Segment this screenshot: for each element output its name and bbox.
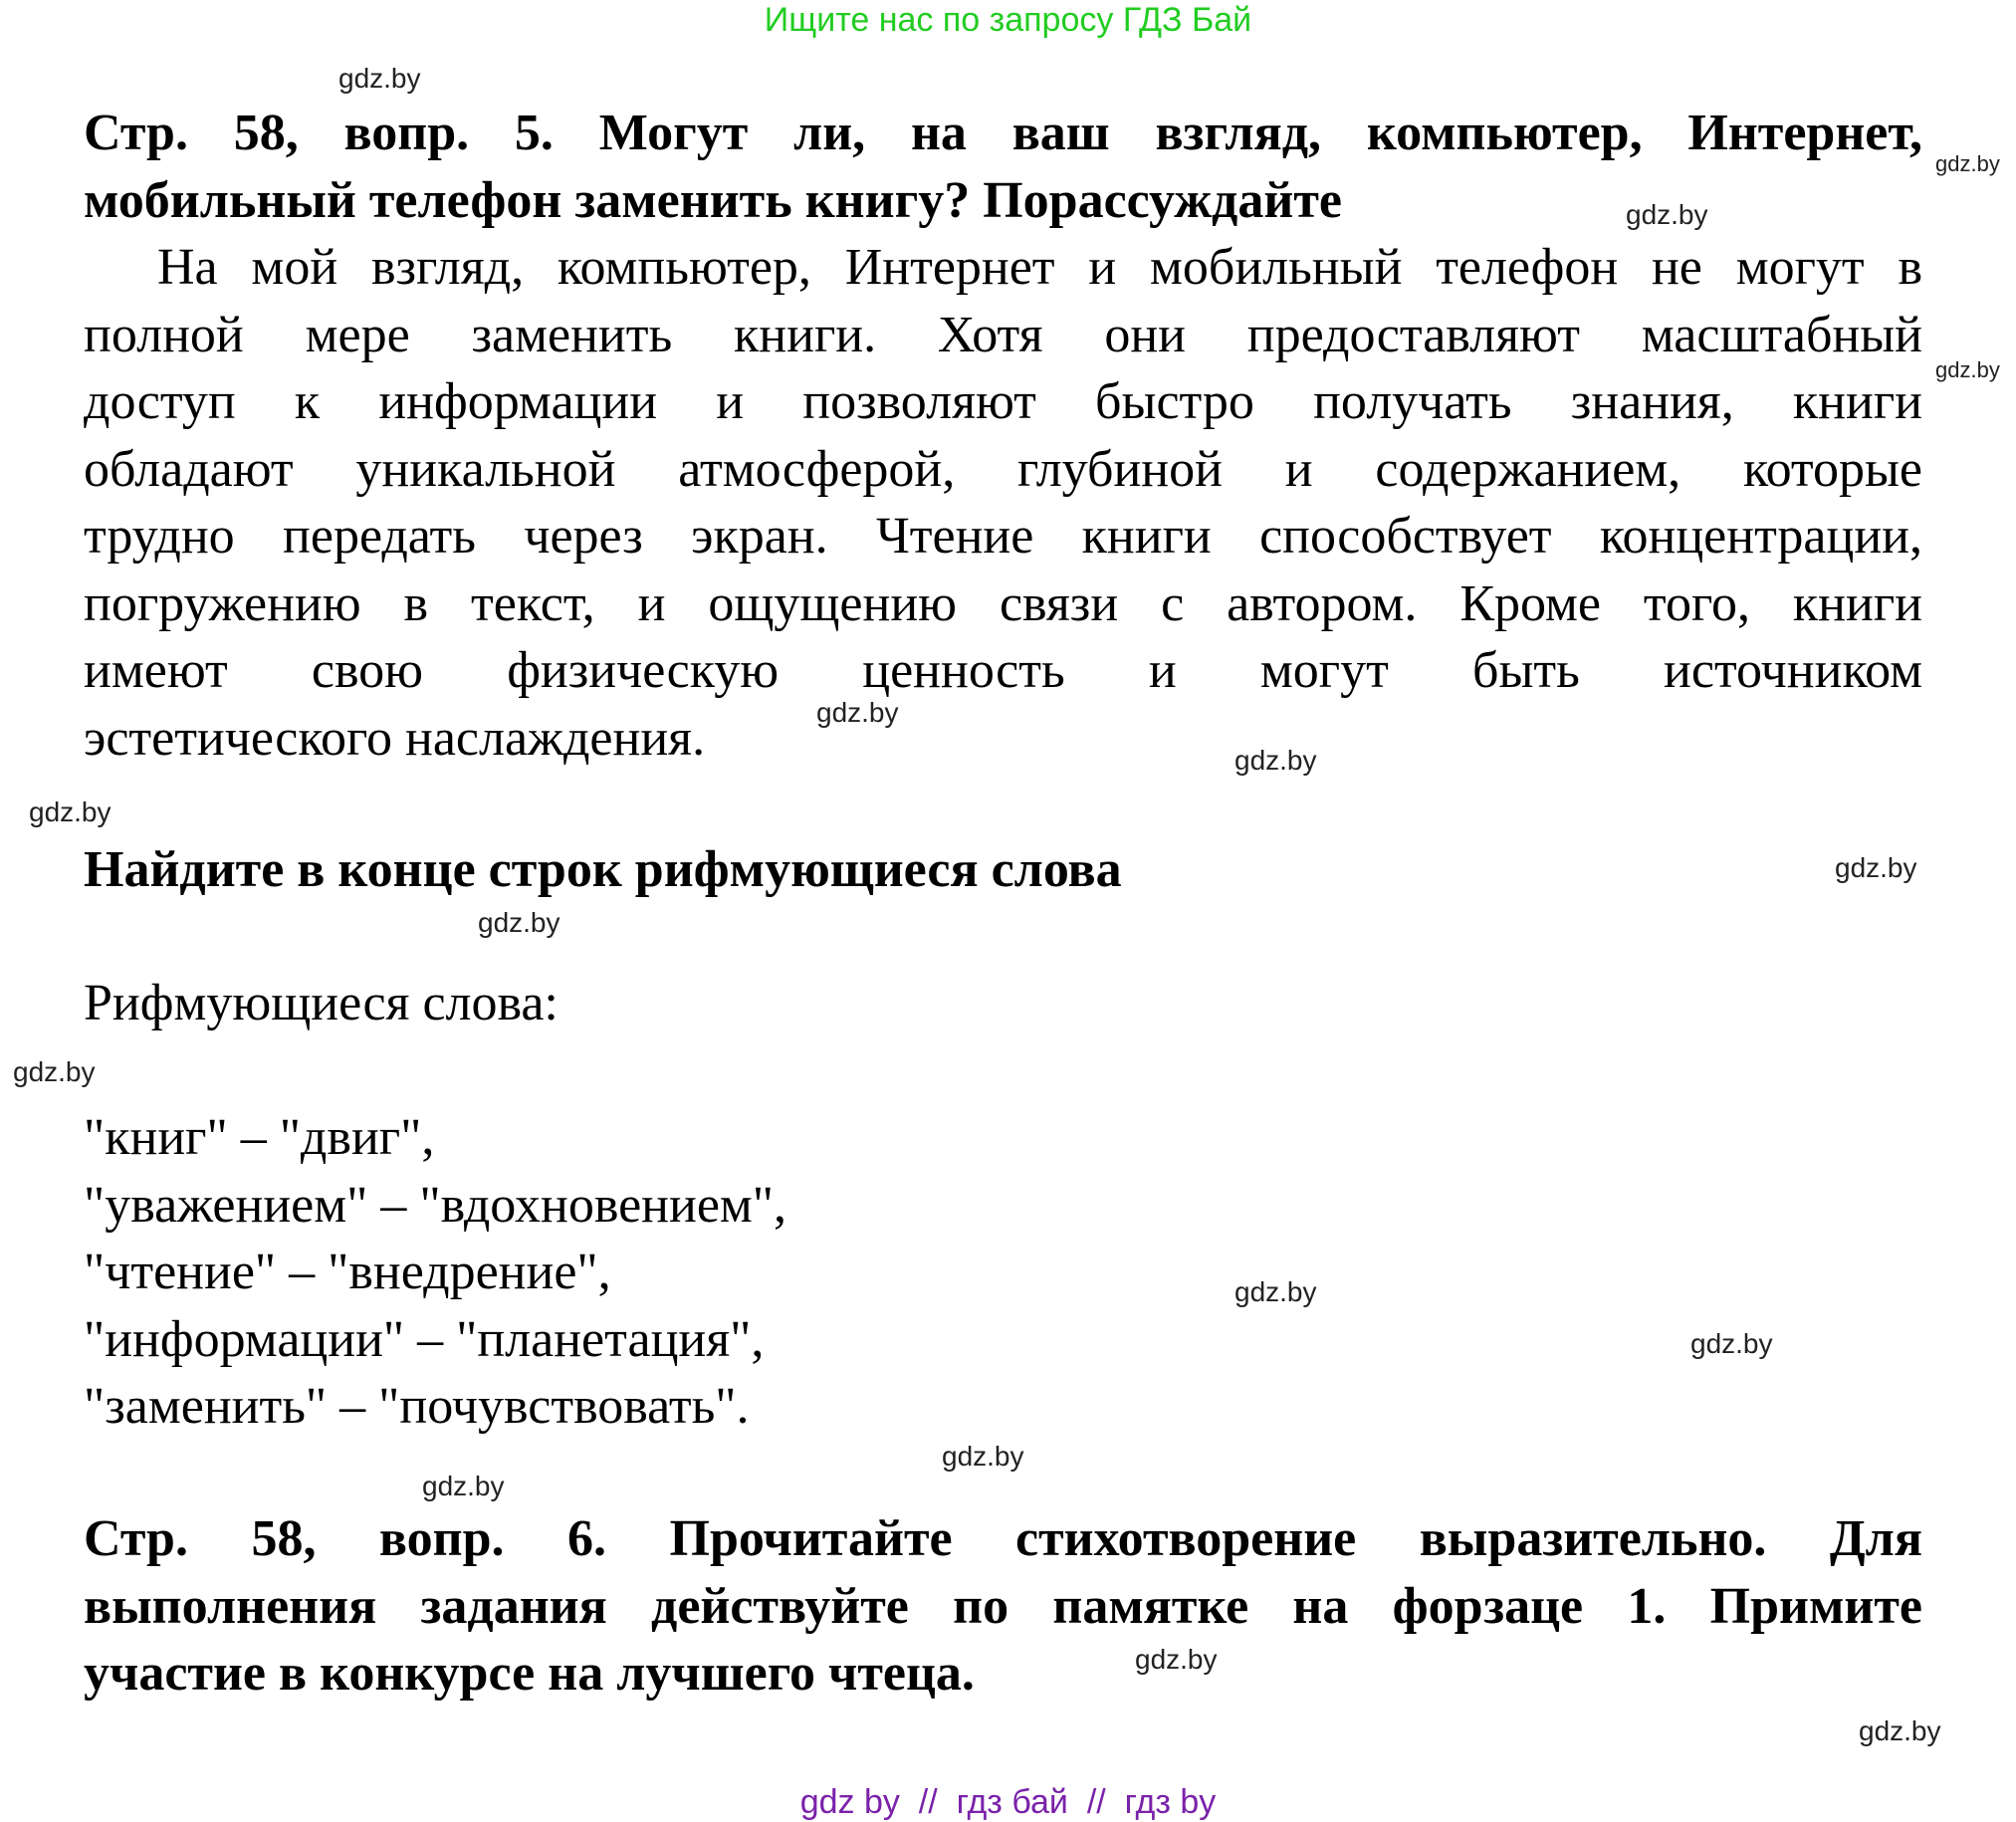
answer5-line: эстетического наслаждения. xyxy=(84,709,706,767)
question6-line: участие в конкурсе на лучшего чтеца. xyxy=(84,1645,975,1702)
answer5-line: полной мере заменить книги. Хотя они предоставляют масштабный xyxy=(84,306,1922,363)
question5-line: мобильный телефон заменить книгу? Порассуждайте xyxy=(84,171,1342,229)
rhyme-list xyxy=(84,1104,1922,1441)
answer5-line: доступ к информации и позволяют быстро получать знания, книги xyxy=(84,373,1922,430)
watermark: gdz.by xyxy=(816,697,899,728)
question6-line: выполнения задания действуйте по памятке на форзаце 1. Примите xyxy=(84,1577,1922,1635)
answer5-line: имеют свою физическую ценность и могут быть источником xyxy=(84,642,1922,699)
watermark: gdz.by xyxy=(478,907,560,938)
rhyme-pair: "заменить" – "почувствовать". xyxy=(84,1378,750,1435)
question5-line: Стр. 58, вопр. 5. Могут ли, на ваш взгляд, компьютер, Интернет, xyxy=(84,105,1922,161)
watermark: gdz.by xyxy=(1935,357,2000,382)
watermark: gdz.by xyxy=(1234,745,1317,776)
watermark: gdz.by xyxy=(1690,1328,1773,1359)
answer5-line: На мой взгляд, компьютер, Интернет и мобильный телефон не могут в xyxy=(157,239,1922,296)
rhyme-pair: "информации" – "планетация", xyxy=(84,1310,765,1368)
answer5-line: обладают уникальной атмосферой, глубиной и содержанием, которые xyxy=(84,440,1922,498)
watermark: gdz.by xyxy=(942,1441,1024,1472)
watermark: gdz.by xyxy=(13,1056,96,1087)
watermark: gdz.by xyxy=(1935,151,2000,176)
answer5-line: трудно передать через экран. Чтение книги способствует концентрации, xyxy=(84,508,1922,565)
watermark: gdz.by xyxy=(1626,199,1708,230)
answer5-line: погружению в текст, и ощущению связи с автором. Кроме того, книги xyxy=(84,574,1922,632)
watermark: gdz.by xyxy=(1234,1276,1317,1307)
watermark: gdz.by xyxy=(29,797,112,827)
watermark: gdz.by xyxy=(1859,1715,1941,1746)
footer-links: gdz by // гдз бай // гдз by xyxy=(799,1783,1217,1821)
question6 xyxy=(84,1505,1922,1708)
watermark: gdz.by xyxy=(1135,1644,1218,1675)
watermark: gdz.by xyxy=(1835,852,1917,883)
rhyme-pair: "чтение" – "внедрение", xyxy=(84,1244,611,1300)
rhyme-label: Рифмующиеся слова: xyxy=(84,975,559,1031)
top-banner: Ищите нас по запросу ГДЗ Бай xyxy=(764,1,1252,39)
question6-line: Стр. 58, вопр. 6. Прочитайте стихотворение выразительно. Для xyxy=(84,1510,1922,1567)
rhyme-pair: "книг" – "двиг", xyxy=(84,1109,435,1166)
watermark: gdz.by xyxy=(338,63,421,94)
rhyme-label-block xyxy=(84,970,1922,1037)
rhyme-heading-block xyxy=(84,836,1922,904)
rhyme-pair: "уважением" – "вдохновением", xyxy=(84,1176,787,1234)
watermark: gdz.by xyxy=(422,1471,505,1501)
rhyme-heading: Найдите в конце строк рифмующиеся слова xyxy=(84,841,1122,898)
